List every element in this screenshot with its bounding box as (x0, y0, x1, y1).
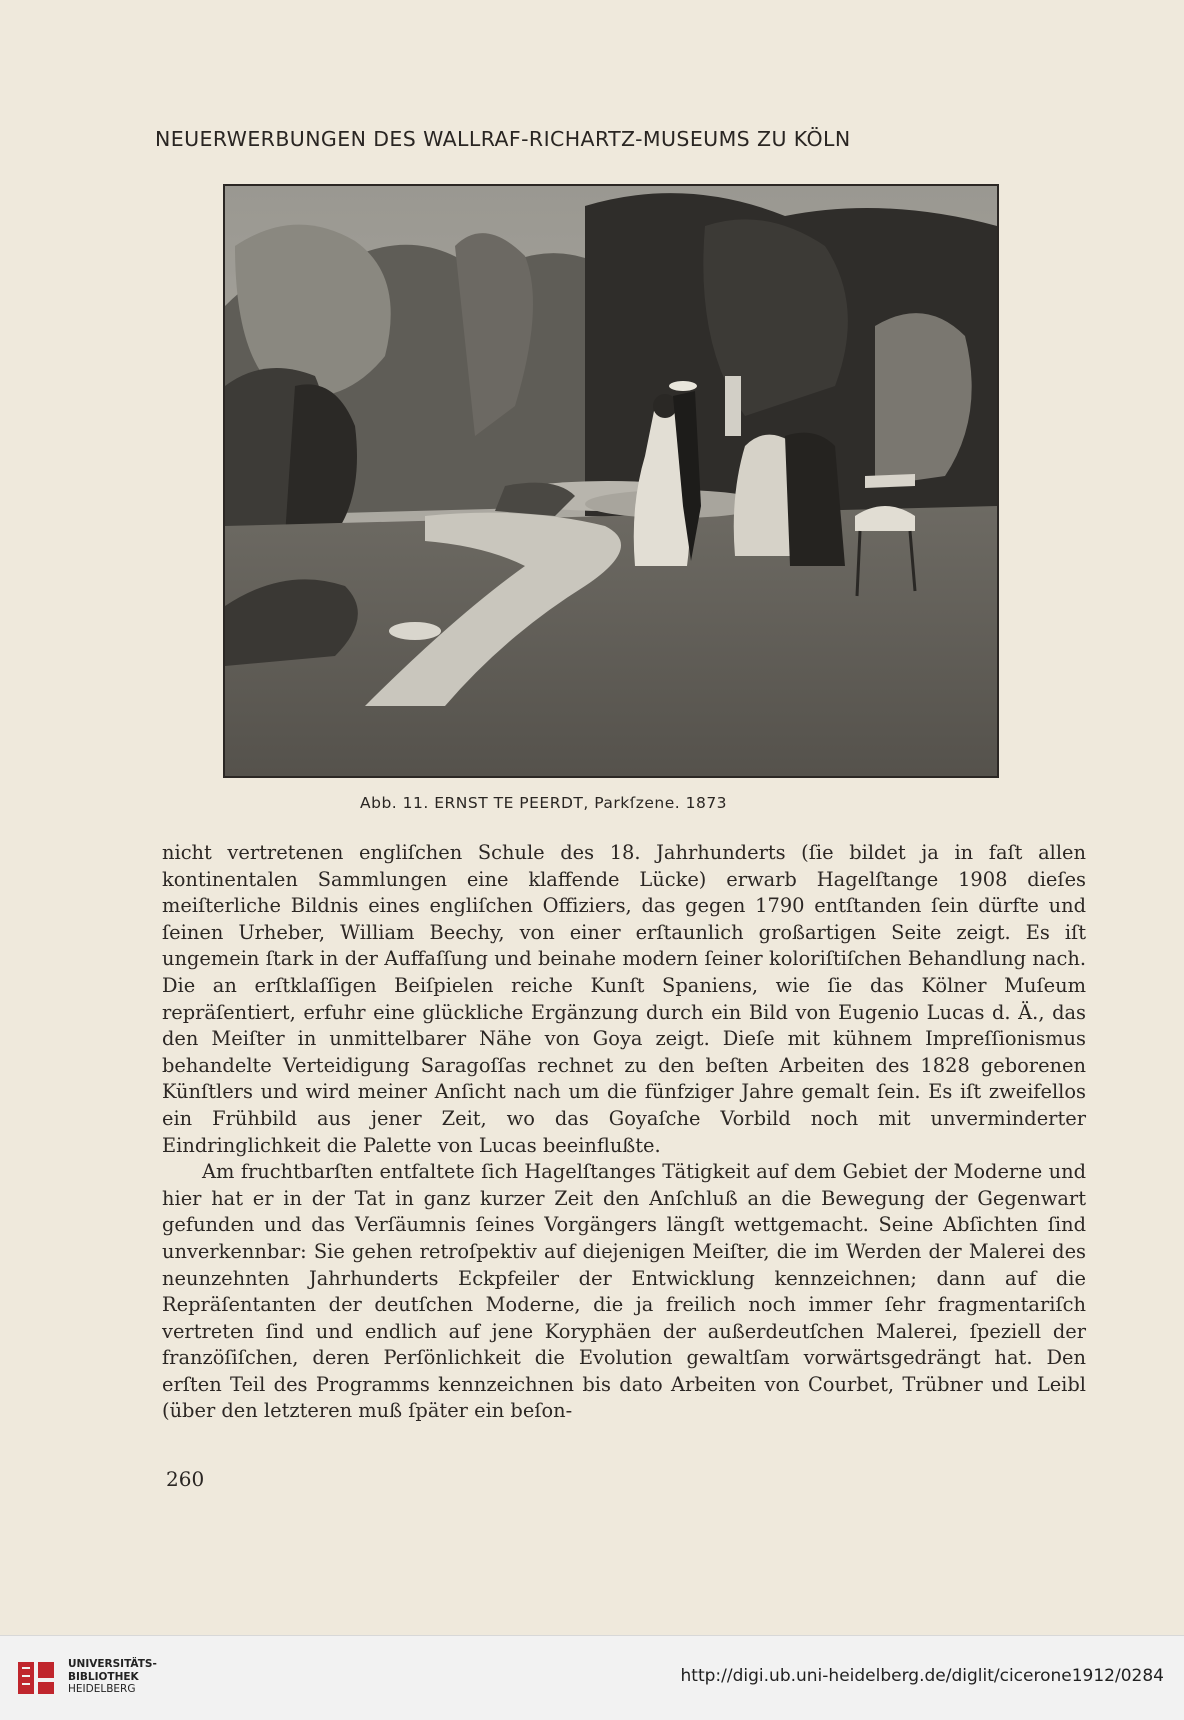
permalink-url[interactable]: http://digi.ub.uni-heidelberg.de/diglit/cicerone1912/0284 (680, 1666, 1164, 1686)
digitization-footer (0, 1635, 1184, 1720)
library-name (68, 1658, 157, 1696)
figure-caption: Abb. 11. ERNST TE PEERDT, Parkſzene. 1873 (360, 794, 728, 812)
article-body (162, 840, 1086, 1425)
paragraph: nicht vertretenen engliſchen Schule des 18. Jahrhunderts (ſie bildet ja in faſt allen kontinentalen Sammlungen eine klaffende Lücke) erwarb Hagelſtange 1908 dieſes meiſterliche Bildnis eines engliſchen Offiziers, das gegen 1790 entſtanden ſein dürfte und ſeinen Urheber, William Beechy, von einer erſtaunlich großartigen Seite zeigt. Es iſt ungemein ſtark in der Auffaſſung und beinahe modern ſeiner koloriſtiſchen Behandlung nach. Die an erſtklaſſigen Beiſpielen reiche Kunſt Spaniens, wie ſie das Kölner Muſeum repräſentiert, erfuhr eine glückliche Ergänzung durch ein Bild von Eugenio Lucas d. Ä., das den Meiſter in unmittelbarer Nähe von Goya zeigt. Dieſe mit kühnem Impreſſionismus behandelte Verteidigung Saragoſſas rechnet zu den beſten Arbeiten des 1828 geborenen Künſtlers und wird meiner Anſicht nach um die fünfziger Jahre gemalt ſein. Es iſt zweifellos ein Frühbild aus jener Zeit, wo das Goyaſche Vorbild noch mit unverminderter Eindringlichkeit die Palette von Lucas beeinflußte. (162, 841, 1086, 1157)
painting-illustration (223, 184, 999, 778)
library-name-line: HEIDELBERG (68, 1683, 136, 1695)
park-scene-image (225, 186, 997, 776)
library-logo-icon (12, 1654, 60, 1702)
page-number: 260 (166, 1467, 205, 1491)
paragraph: Am fruchtbarſten entfaltete ſich Hagelſtanges Tätigkeit auf dem Gebiet der Moderne und hier hat er in der Tat in ganz kurzer Zeit den Anſchluß an die Bewegung der Gegenwart gefunden und das Verſäumnis ſeines Vorgängers längſt wettgemacht. Seine Abſichten ſind unverkennbar: Sie gehen retroſpektiv auf diejenigen Meiſter, die im Werden der Malerei des neunzehnten Jahrhunderts Eckpfeiler der Entwicklung kennzeichnen; dann auf die Repräſentanten der deutſchen Moderne, die ja freilich noch immer ſehr fragmentariſch vertreten ſind und endlich auf jene Koryphäen der außerdeutſchen Malerei, ſpeziell der franzöſiſchen, deren Perſönlichkeit die Evolution gewaltſam vorwärtsgedrängt hat. Den erſten Teil des Programms kennzeichnen bis dato Arbeiten von Courbet, Trübner und Leibl (über den letzteren muß ſpäter ein beſon- (162, 1160, 1086, 1423)
library-name-line: UNIVERSITÄTS- (68, 1658, 157, 1670)
library-name-line: BIBLIOTHEK (68, 1670, 139, 1683)
running-title: NEUERWERBUNGEN DES WALLRAF-RICHARTZ-MUSEUMS ZU KÖLN (155, 127, 851, 151)
